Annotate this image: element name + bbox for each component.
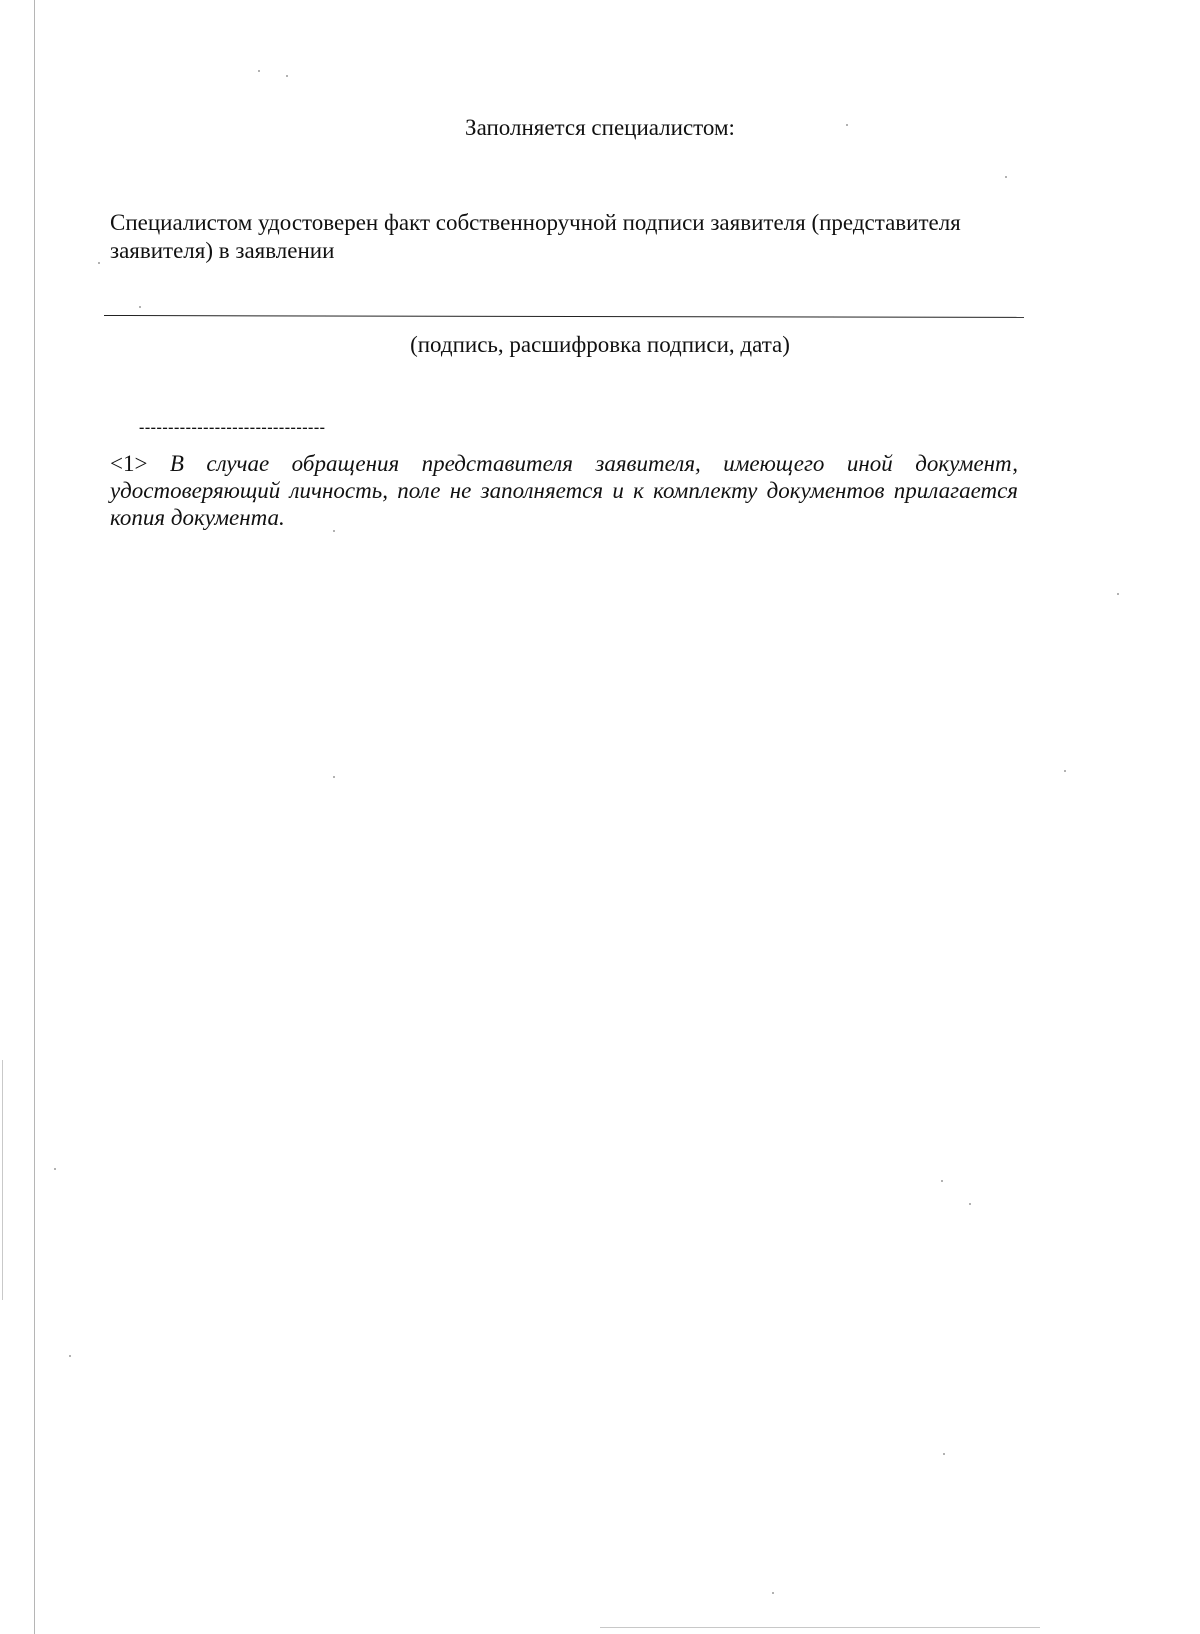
scan-speck bbox=[69, 1355, 71, 1357]
certification-statement: Специалистом удостоверен факт собственноручной подписи заявителя (представителя заявителя) в заявлении bbox=[110, 210, 961, 263]
scan-speck bbox=[1117, 593, 1119, 595]
scan-speck bbox=[1005, 176, 1007, 178]
scan-speck bbox=[258, 70, 260, 72]
scan-speck bbox=[1064, 770, 1066, 772]
scan-speck bbox=[943, 1453, 945, 1455]
footnote bbox=[110, 450, 1018, 531]
signature-caption: (подпись, расшифровка подписи, дата) bbox=[410, 332, 790, 357]
signature-line bbox=[104, 315, 1024, 318]
scan-speck bbox=[333, 776, 335, 778]
scan-speck bbox=[969, 1203, 971, 1205]
scan-speck bbox=[286, 75, 288, 77]
scan-edge-line-lower bbox=[2, 1060, 3, 1300]
scan-edge-line bbox=[34, 0, 35, 1634]
scan-speck bbox=[54, 1168, 56, 1170]
scan-speck bbox=[98, 262, 100, 264]
scan-speck bbox=[772, 1592, 774, 1594]
footnote-separator: -------------------------------- bbox=[139, 419, 326, 436]
scan-speck bbox=[333, 530, 335, 532]
scan-speck bbox=[941, 1180, 943, 1182]
scan-speck bbox=[139, 306, 141, 308]
section-heading: Заполняется специалистом: bbox=[465, 115, 735, 140]
footnote-marker: <1> bbox=[110, 451, 148, 476]
footnote-text: В случае обращения представителя заявителя, имеющего иной документ, удостоверяющий личность, поле не заполняется и к комплекту документов прилагается копия документа. bbox=[110, 451, 1018, 530]
scan-speck bbox=[846, 124, 848, 126]
scan-bottom-edge bbox=[600, 1627, 1040, 1628]
